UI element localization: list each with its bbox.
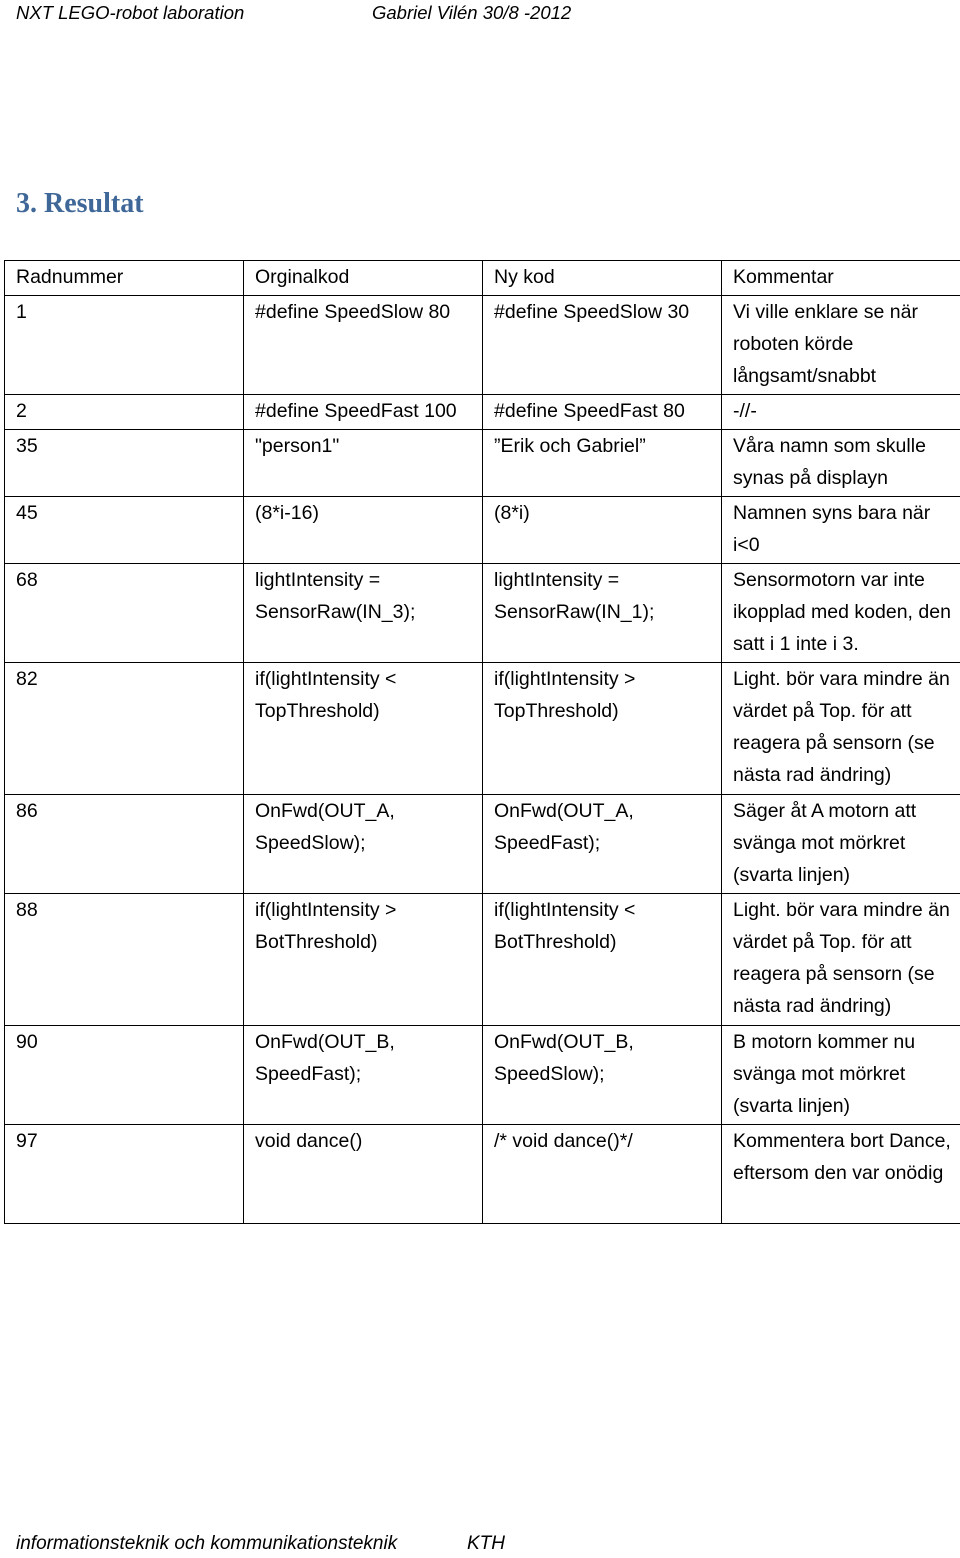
cell-line-number: 2 [5, 395, 244, 430]
footer-department: informationsteknik och kommunikationsteknik [16, 1533, 398, 1554]
results-table [4, 260, 960, 1224]
cell-comment: Kommentera bort Dance, eftersom den var onödig [722, 1125, 960, 1224]
cell-original-code: void dance() [244, 1125, 483, 1224]
header-title: NXT LEGO-robot laboration [16, 2, 245, 23]
cell-new-code: if(lightIntensity < BotThreshold) [483, 894, 722, 1026]
cell-new-code: if(lightIntensity > TopThreshold) [483, 663, 722, 795]
cell-line-number: 1 [5, 296, 244, 395]
cell-new-code: #define SpeedSlow 30 [483, 296, 722, 395]
cell-line-number: 45 [5, 497, 244, 564]
table-row [5, 296, 960, 395]
cell-original-code: "person1" [244, 430, 483, 497]
cell-new-code: (8*i) [483, 497, 722, 564]
cell-line-number: 35 [5, 430, 244, 497]
cell-line-number: 90 [5, 1026, 244, 1125]
table-row [5, 564, 960, 663]
cell-comment: B motorn kommer nu svänga mot mörkret (svarta linjen) [722, 1026, 960, 1125]
cell-comment: -//- [722, 395, 960, 430]
cell-original-code: #define SpeedFast 100 [244, 395, 483, 430]
cell-new-code: lightIntensity = SensorRaw(IN_1); [483, 564, 722, 663]
header-cell-new: Ny kod [483, 261, 722, 296]
table-row [5, 795, 960, 894]
cell-new-code: ”Erik och Gabriel” [483, 430, 722, 497]
footer-school: KTH [467, 1533, 505, 1554]
table-row [5, 663, 960, 795]
cell-original-code: OnFwd(OUT_A, SpeedSlow); [244, 795, 483, 894]
cell-line-number: 88 [5, 894, 244, 1026]
cell-comment: Vi ville enklare se när roboten körde långsamt/snabbt [722, 296, 960, 395]
table-header-row [5, 261, 960, 296]
cell-comment: Säger åt A motorn att svänga mot mörkret (svarta linjen) [722, 795, 960, 894]
cell-new-code: OnFwd(OUT_A, SpeedFast); [483, 795, 722, 894]
header-cell-comment: Kommentar [722, 261, 960, 296]
cell-new-code: OnFwd(OUT_B, SpeedSlow); [483, 1026, 722, 1125]
cell-line-number: 86 [5, 795, 244, 894]
cell-line-number: 82 [5, 663, 244, 795]
cell-comment: Namnen syns bara när i<0 [722, 497, 960, 564]
header-author-date: Gabriel Vilén 30/8 -2012 [372, 2, 572, 23]
table-row [5, 1026, 960, 1125]
cell-original-code: #define SpeedSlow 80 [244, 296, 483, 395]
table-row [5, 894, 960, 1026]
cell-comment: Light. bör vara mindre än värdet på Top. för att reagera på sensorn (se nästa rad ändring) [722, 663, 960, 795]
table-row [5, 1125, 960, 1224]
cell-original-code: if(lightIntensity < TopThreshold) [244, 663, 483, 795]
cell-original-code: OnFwd(OUT_B, SpeedFast); [244, 1026, 483, 1125]
header-cell-original: Orginalkod [244, 261, 483, 296]
cell-original-code: (8*i-16) [244, 497, 483, 564]
cell-new-code: /* void dance()*/ [483, 1125, 722, 1224]
cell-comment: Sensormotorn var inte ikopplad med koden, den satt i 1 inte i 3. [722, 564, 960, 663]
cell-line-number: 68 [5, 564, 244, 663]
section-title: 3. Resultat [16, 188, 144, 219]
table-row [5, 395, 960, 430]
cell-new-code: #define SpeedFast 80 [483, 395, 722, 430]
cell-comment: Light. bör vara mindre än värdet på Top. för att reagera på sensorn (se nästa rad ändring) [722, 894, 960, 1026]
table-row [5, 497, 960, 564]
header-cell-line: Radnummer [5, 261, 244, 296]
table-row [5, 430, 960, 497]
cell-original-code: lightIntensity = SensorRaw(IN_3); [244, 564, 483, 663]
cell-original-code: if(lightIntensity > BotThreshold) [244, 894, 483, 1026]
cell-line-number: 97 [5, 1125, 244, 1224]
cell-comment: Våra namn som skulle synas på displayn [722, 430, 960, 497]
